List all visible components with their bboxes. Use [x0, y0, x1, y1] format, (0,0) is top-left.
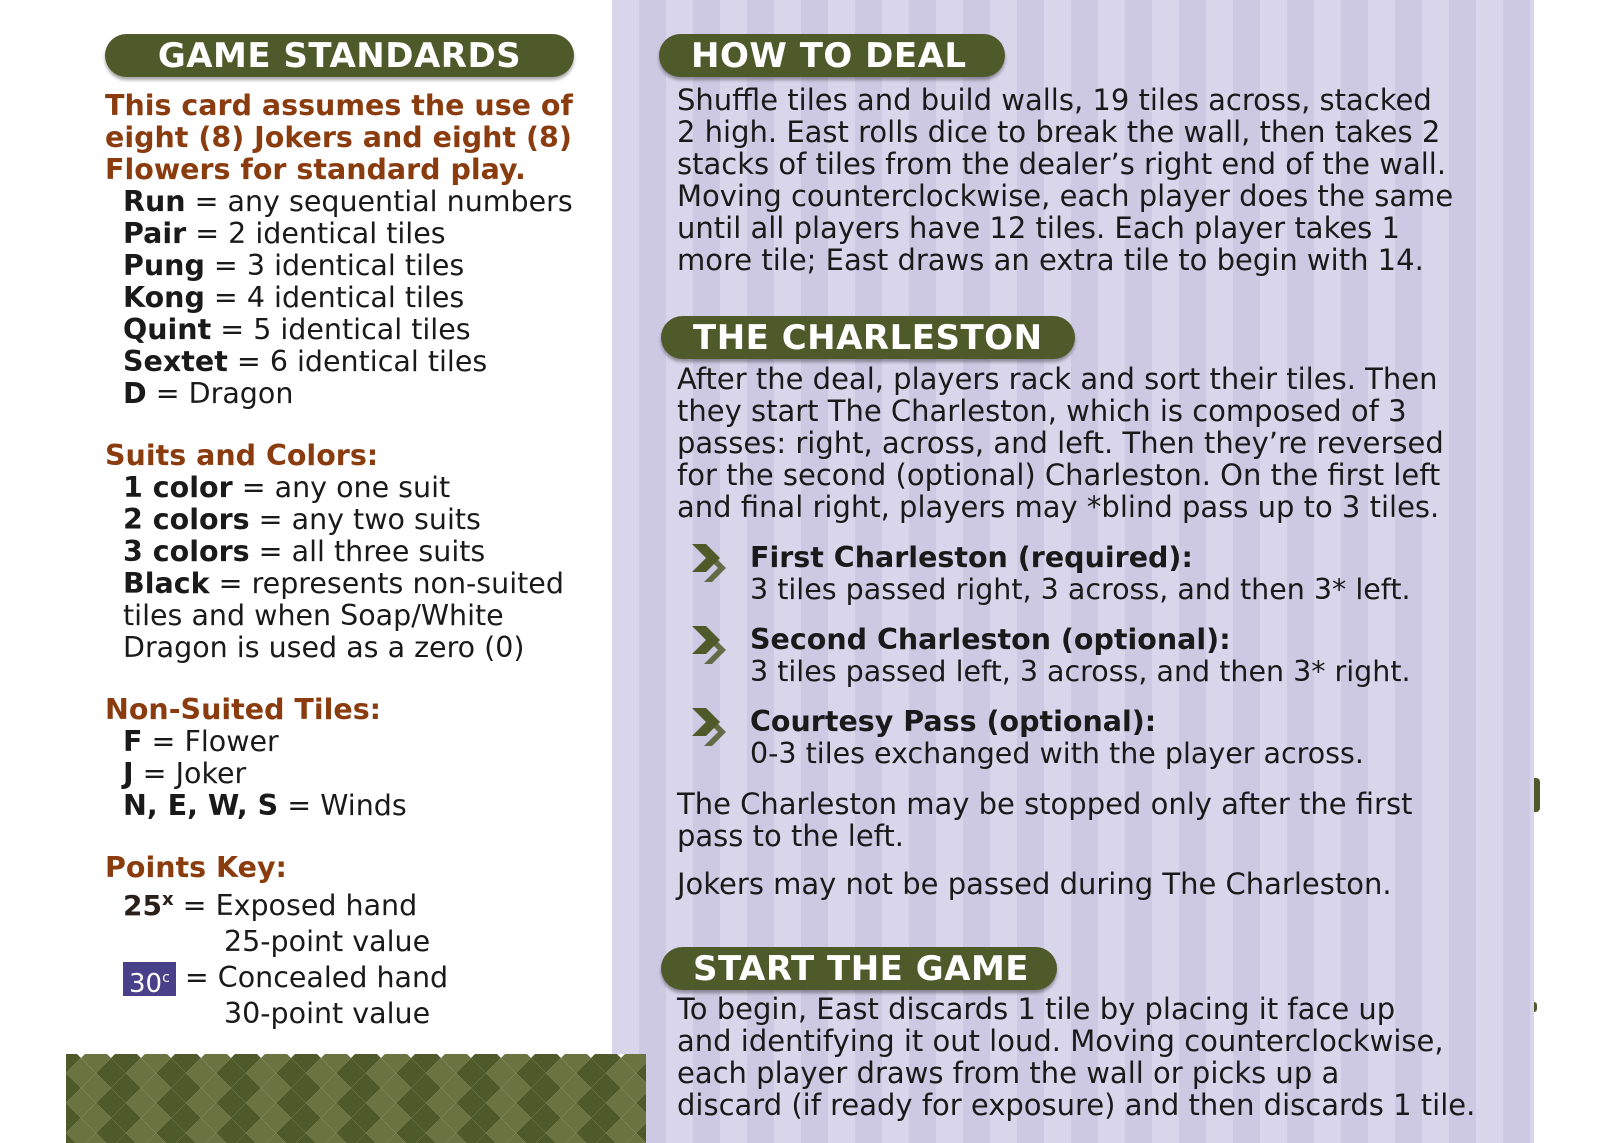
- term-quint: Quint = 5 identical tiles: [123, 313, 471, 346]
- concealed-badge: 30$^c$: [123, 962, 176, 996]
- intro-line: eight (8) Jokers and eight (8): [105, 121, 572, 154]
- charleston-line: they start The Charleston, which is composed of 3: [677, 394, 1407, 428]
- intro-line: Flowers for standard play.: [105, 153, 526, 186]
- exposed-badge: 25$^x$: [123, 889, 174, 922]
- points-exposed: $25^x$ = Exposed hand: [123, 889, 418, 922]
- charleston-text: [677, 363, 1444, 523]
- game-standards-title: GAME STANDARDS: [105, 34, 574, 77]
- nonsuited-flower: F = Flower: [123, 725, 279, 758]
- suit-black: Black = represents non-suited: [123, 567, 564, 600]
- bullet-body: 3 tiles passed right, 3 across, and then 3* left.: [750, 573, 1411, 606]
- term-pair: Pair = 2 identical tiles: [123, 217, 446, 250]
- bullet-head: Courtesy Pass (optional):: [750, 705, 1157, 738]
- suit-black-continued: tiles and when Soap/White: [123, 599, 504, 632]
- stop-line: pass to the left.: [677, 819, 904, 853]
- bullet-head: First Charleston (required):: [750, 541, 1193, 574]
- diamond-tiles: [66, 1054, 646, 1143]
- term-kong: Kong = 4 identical tiles: [123, 281, 465, 314]
- page-edge: [1534, 0, 1600, 1143]
- suits-heading: Suits and Colors:: [105, 439, 379, 472]
- how-to-deal-text: [677, 84, 1453, 276]
- deal-line: more tile; East draws an extra tile to begin with 14.: [677, 243, 1424, 277]
- charleston-line: for the second (optional) Charleston. On the first left: [677, 458, 1441, 492]
- suit-two-colors: 2 colors = any two suits: [123, 503, 481, 536]
- nonsuited-heading: Non-Suited Tiles:: [105, 693, 382, 726]
- deal-line: stacks of tiles from the dealer’s right end of the wall.: [677, 147, 1447, 181]
- term-dragon: D = Dragon: [123, 377, 294, 410]
- charleston-line: After the deal, players rack and sort their tiles. Then: [677, 362, 1438, 396]
- suit-black-continued: Dragon is used as a zero (0): [123, 631, 525, 664]
- bullet-head: Second Charleston (optional):: [750, 623, 1231, 656]
- nonsuited-joker: J = Joker: [123, 757, 247, 790]
- bullet-body: 3 tiles passed left, 3 across, and then 3* right.: [750, 655, 1411, 688]
- term-pung: Pung = 3 identical tiles: [123, 249, 465, 282]
- nonsuited-winds: N, E, W, S = Winds: [123, 789, 407, 822]
- suit-three-colors: 3 colors = all three suits: [123, 535, 486, 568]
- suit-one-color: 1 color = any one suit: [123, 471, 451, 504]
- start-line: To begin, East discards 1 tile by placing it face up: [677, 992, 1396, 1026]
- deal-line: Moving counterclockwise, each player does the same: [677, 179, 1454, 213]
- chevron-bullet-icon: [692, 544, 726, 584]
- intro-line: This card assumes the use of: [105, 89, 573, 122]
- start-line: discard (if ready for exposure) and then discards 1 tile.: [677, 1088, 1476, 1122]
- start-line: and identifying it out loud. Moving counterclockwise,: [677, 1024, 1444, 1058]
- start-game-title: START THE GAME: [661, 947, 1057, 990]
- term-run: Run = any sequential numbers: [123, 185, 573, 218]
- diamond-pattern: [66, 1054, 646, 1143]
- chevron-bullet-icon: [692, 626, 726, 666]
- start-line: each player draws from the wall or picks up a: [677, 1056, 1340, 1090]
- deal-line: Shuffle tiles and build walls, 19 tiles across, stacked: [677, 83, 1432, 117]
- points-exposed-value: 25-point value: [224, 925, 431, 958]
- game-standards-body: [105, 90, 573, 1030]
- term-sextet: Sextet = 6 identical tiles: [123, 345, 488, 378]
- deal-line: 2 high. East rolls dice to break the wall, then takes 2: [677, 115, 1441, 149]
- stop-line: The Charleston may be stopped only after the first: [677, 787, 1413, 821]
- how-to-deal-title: HOW TO DEAL: [659, 34, 1005, 77]
- points-concealed: $30^c$ = Concealed hand: [105, 962, 573, 996]
- bullet-body: 0-3 tiles exchanged with the player across.: [750, 737, 1364, 770]
- deal-line: until all players have 12 tiles. Each player takes 1: [677, 211, 1400, 245]
- charleston-line: passes: right, across, and left. Then they’re reversed: [677, 426, 1444, 460]
- charleston-stop-text: [677, 788, 1412, 852]
- points-heading: Points Key:: [105, 851, 287, 884]
- edge-tab-mark: [1534, 778, 1540, 812]
- chevron-bullet-icon: [692, 708, 726, 748]
- start-game-text: [677, 993, 1475, 1121]
- points-concealed-value: 30-point value: [224, 997, 431, 1030]
- charleston-title: THE CHARLESTON: [661, 316, 1075, 359]
- charleston-jokers-text: Jokers may not be passed during The Charleston.: [677, 867, 1392, 901]
- edge-tick-mark: [1534, 1002, 1537, 1012]
- charleston-line: and final right, players may *blind pass up to 3 tiles.: [677, 490, 1440, 524]
